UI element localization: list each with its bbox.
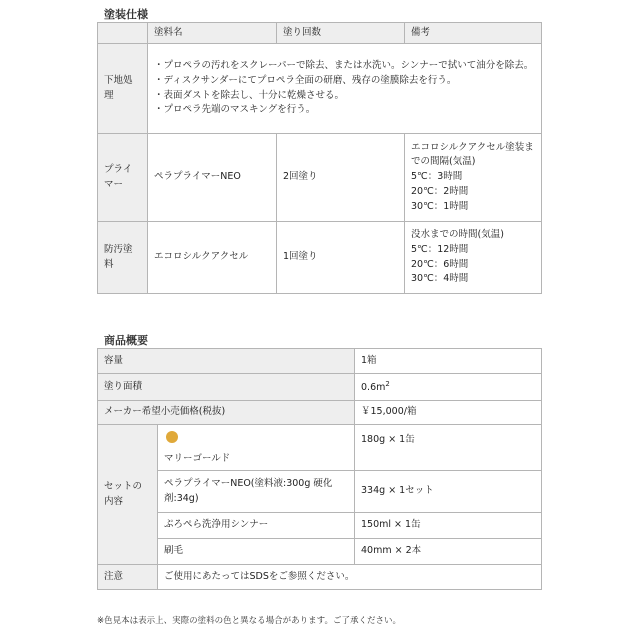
capacity-row (98, 349, 542, 374)
price-row (98, 401, 542, 425)
product-table (97, 348, 542, 590)
spec-row-antifouling (98, 222, 542, 294)
set-item-qty: 150ml × 1缶 (355, 513, 542, 539)
footnote: ※色見本は表示上、実際の塗料の色と異なる場合があります。ご了承ください。 (97, 616, 401, 626)
price-label: メーカー希望小売価格(税抜) (98, 401, 355, 425)
color-swatch-icon (166, 431, 178, 443)
set-item-row (98, 539, 542, 565)
set-item-name (158, 425, 355, 471)
spec-header-row (98, 23, 542, 44)
spec-notes (405, 134, 542, 222)
spec-row-label: 防汚塗料 (98, 222, 148, 294)
note-label: 注意 (98, 565, 158, 590)
spec-table (97, 22, 542, 294)
spec-paint-name: エコロシルクアクセル (148, 222, 277, 294)
spec-prep-steps (148, 44, 542, 134)
spec-row-primer (98, 134, 542, 222)
spec-row-label: 下地処理 (98, 44, 148, 134)
capacity-value: 1箱 (355, 349, 542, 374)
prep-step: ・プロペラ先端のマスキングを行う。 (154, 104, 316, 116)
spec-note-line: 没水までの時間(気温) (411, 229, 504, 241)
area-unit-superscript: 2 (385, 379, 390, 388)
spec-header-blank (98, 23, 148, 44)
capacity-label: 容量 (98, 349, 355, 374)
set-item-row (98, 425, 542, 471)
set-item-name-text: マリーゴールド (164, 452, 231, 464)
price-value: ￥15,000/箱 (355, 401, 542, 425)
spec-note-line: 30℃：1時間 (411, 200, 469, 212)
spec-notes (405, 222, 542, 294)
set-item-qty: 40mm × 2本 (355, 539, 542, 565)
area-label: 塗り面積 (98, 374, 355, 401)
spec-coat-count: 1回塗り (277, 222, 405, 294)
spec-note-line: 5℃：12時間 (411, 243, 469, 255)
set-item-row (98, 471, 542, 513)
spec-paint-name: ペラプライマーNEO (148, 134, 277, 222)
set-label: セットの内容 (98, 425, 158, 565)
prep-step: ・プロペラの汚れをスクレーパーで除去、または水洗い。シンナーで拭いて油分を除去。 (154, 60, 534, 72)
note-row (98, 565, 542, 590)
spec-row-label: プライマー (98, 134, 148, 222)
spec-note-line: 20℃：6時間 (411, 258, 469, 270)
spec-header-coats: 塗り回数 (277, 23, 405, 44)
set-item-name: ペラプライマーNEO(塗料液:300g 硬化剤:34g) (158, 471, 355, 513)
spec-note-line: 5℃：3時間 (411, 171, 463, 183)
prep-step: ・表面ダストを除去し、十分に乾燥させる。 (154, 89, 345, 101)
spec-row-prep (98, 44, 542, 134)
area-number: 0.6m (361, 381, 386, 393)
spec-note-line: 20℃：2時間 (411, 185, 469, 197)
spec-coat-count: 2回塗り (277, 134, 405, 222)
area-row (98, 374, 542, 401)
spec-header-notes: 備考 (405, 23, 542, 44)
area-value (355, 374, 542, 401)
set-item-qty: 180g × 1缶 (355, 425, 542, 471)
spec-note-line: エコロシルクアクセル塗装までの間隔(気温) (411, 141, 534, 168)
set-item-qty: 334g × 1セット (355, 471, 542, 513)
spec-header-paint: 塗料名 (148, 23, 277, 44)
spec-section-title: 塗装仕様 (104, 8, 148, 21)
set-item-name: 刷毛 (158, 539, 355, 565)
note-value: ご使用にあたってはSDSをご参照ください。 (158, 565, 542, 590)
spec-note-line: 30℃：4時間 (411, 273, 469, 285)
set-item-row (98, 513, 542, 539)
product-section-title: 商品概要 (104, 334, 148, 347)
set-item-name: ぷろぺら洗浄用シンナー (158, 513, 355, 539)
prep-step: ・ディスクサンダーにてプロペラ全面の研磨、残存の塗膜除去を行う。 (154, 74, 457, 86)
